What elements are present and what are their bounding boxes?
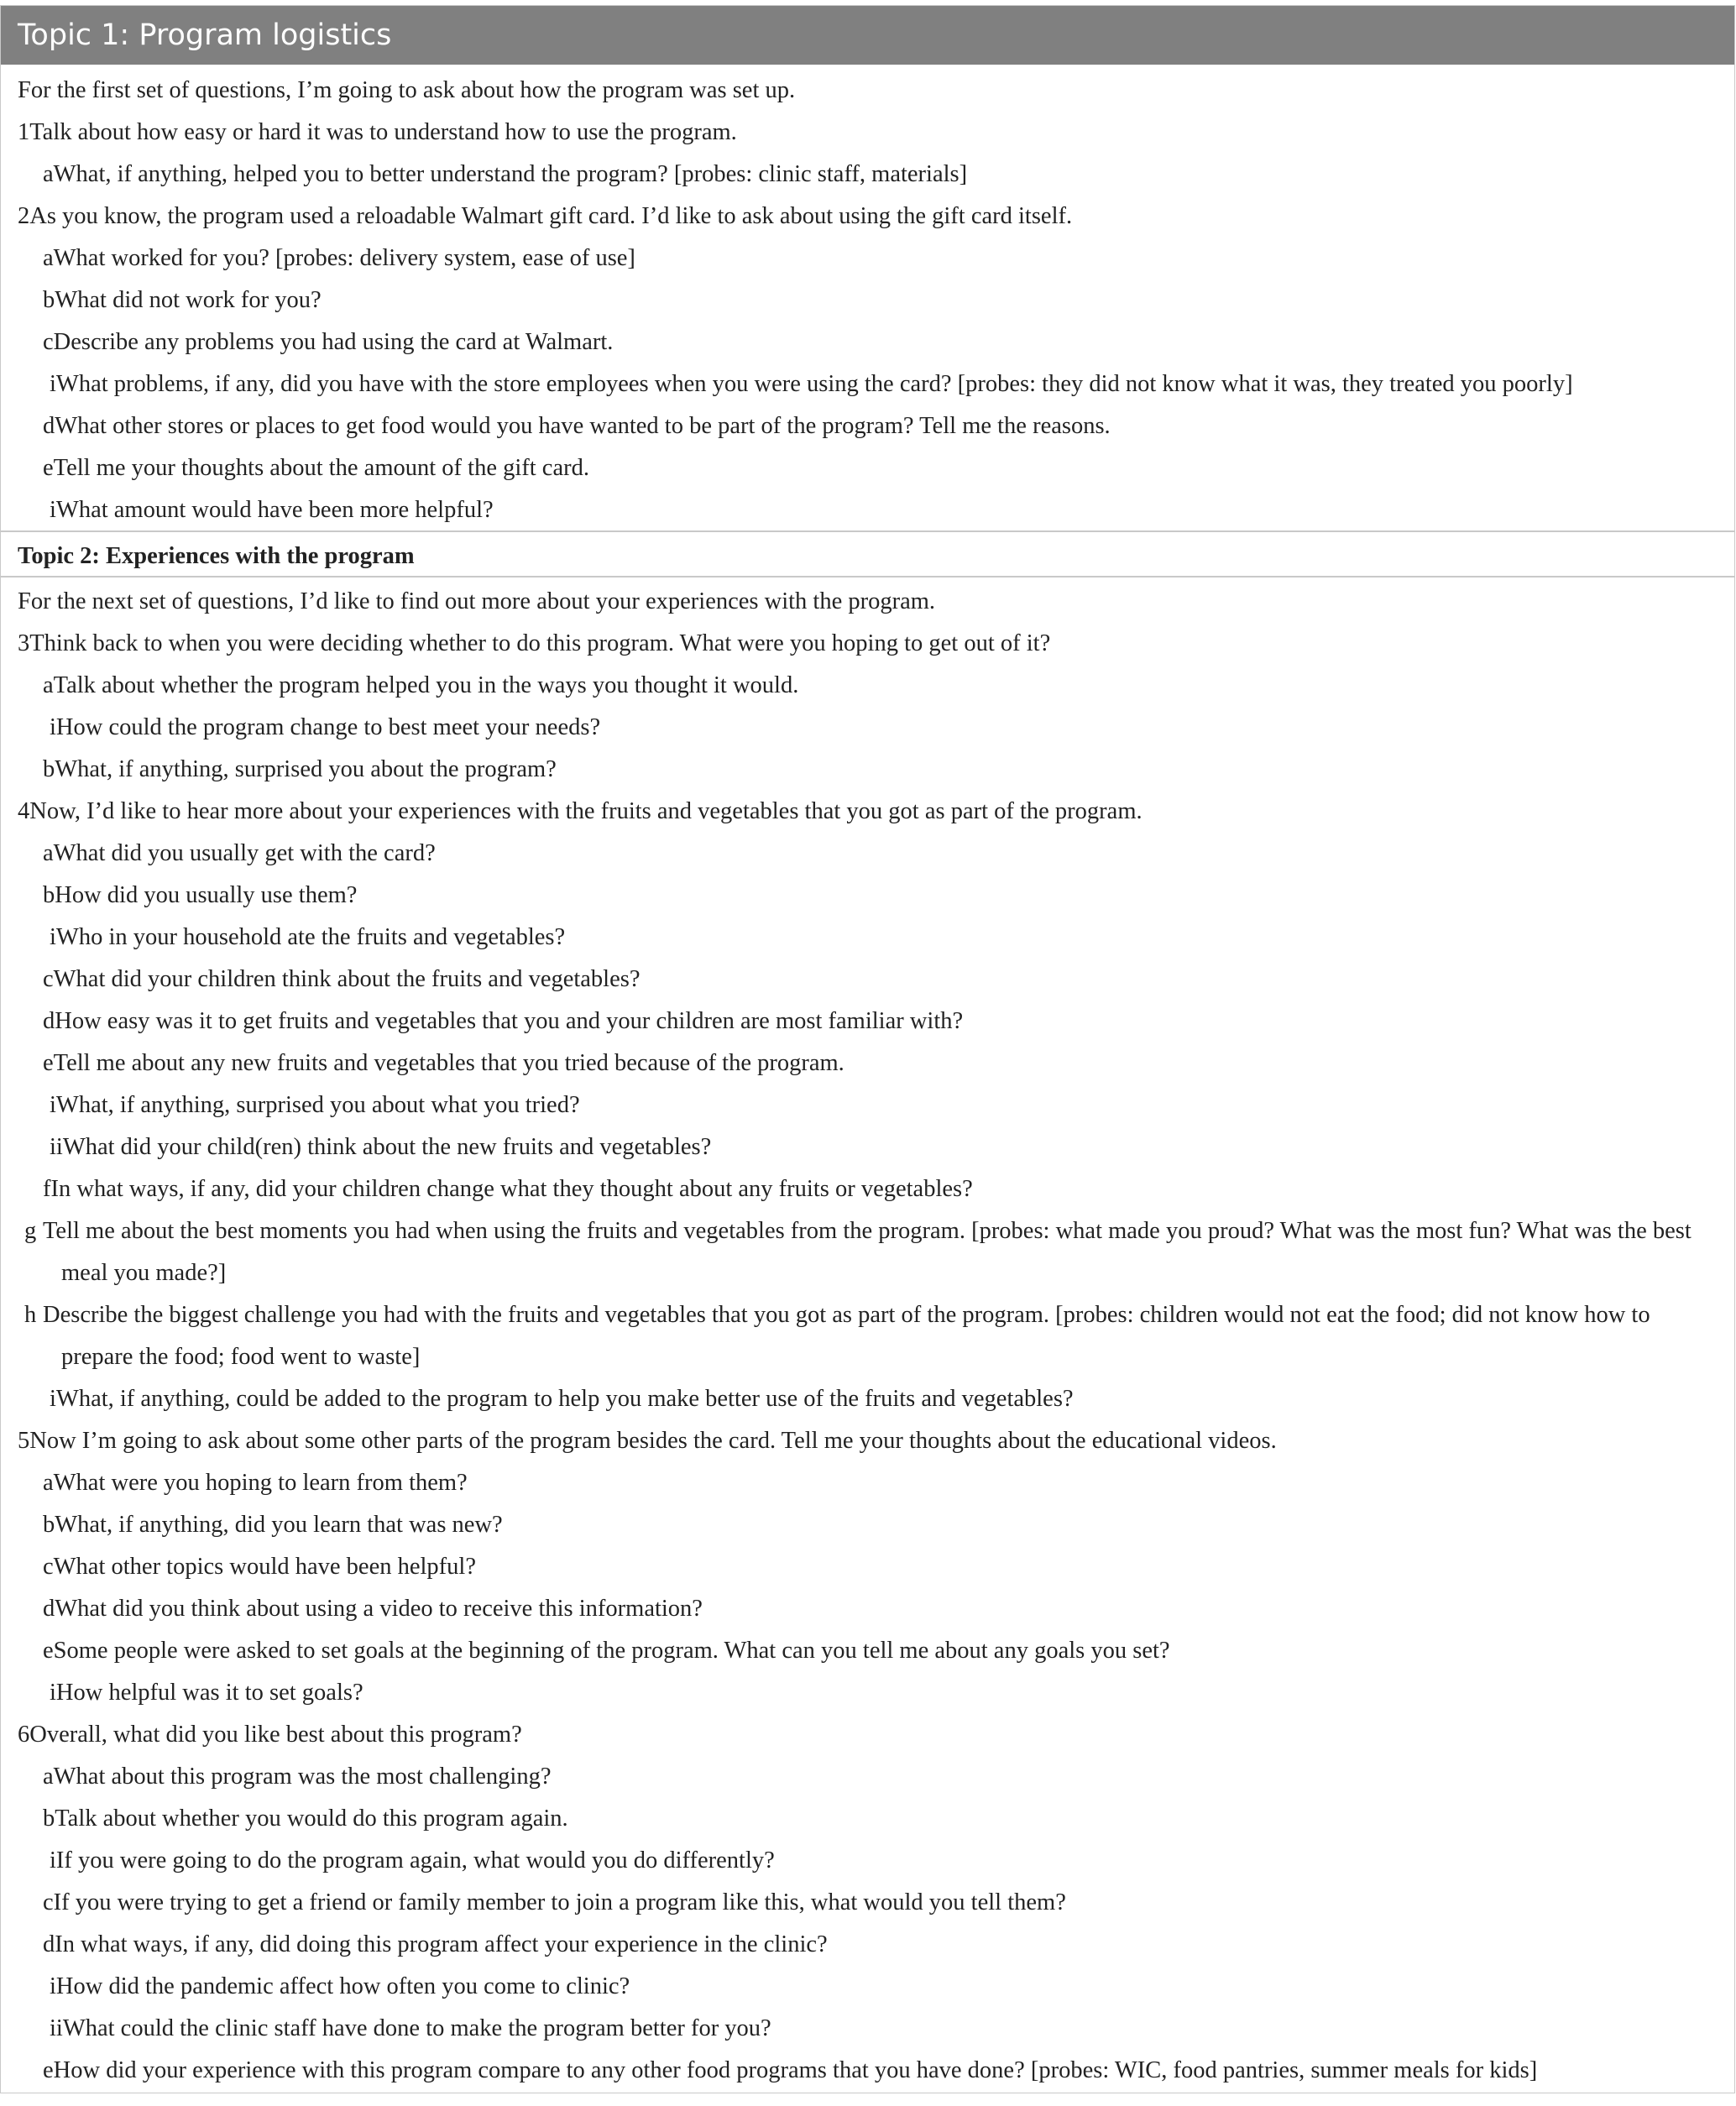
item-label: 2 [18,203,30,229]
item-label: a [43,1470,54,1496]
topic2-top-rule [1,530,1734,532]
item-label: c [43,966,54,992]
item-text: How easy was it to get fruits and vegetables that you and your children are most familiar with? [55,1008,964,1034]
item-text: Now I’m going to ask about some other parts of the program besides the card. Tell me your thoughts about the educational videos. [29,1428,1277,1454]
item-text: How did the pandemic affect how often you come to clinic? [55,1973,630,1999]
topic2-question-row [43,1588,703,1630]
topic2-intro [18,581,935,623]
item-text: How could the program change to best meet your needs? [55,714,601,740]
item-label: a [43,245,54,271]
item-text: Tell me about the best moments you had when using the fruits and vegetables from the program. [probes: what made you proud? What was the most fun? What was the best meal you made?] [43,1218,1692,1286]
item-text: Tell me your thoughts about the amount of the gift card. [53,455,589,481]
item-text: Some people were asked to set goals at the beginning of the program. What can you tell me about any goals you set? [53,1638,1170,1664]
topic1-question-row [43,321,613,363]
item-text: How did you usually use them? [55,882,358,908]
topic2-question-row [18,1420,1277,1462]
topic1-question-row [18,112,737,154]
item-label: f [43,1176,51,1202]
item-text: What were you hoping to learn from them? [53,1470,468,1496]
interview-guide-table [0,5,1735,2093]
item-text: What, if anything, surprised you about the program? [55,756,557,782]
topic2-question-row [50,2008,771,2050]
item-label: a [43,161,54,187]
item-label: 6 [18,1722,30,1748]
topic2-question-row [50,1966,630,2008]
topic2-question-row [50,1084,580,1126]
item-label: b [43,1806,55,1832]
item-text: In what ways, if any, did doing this program affect your experience in the clinic? [55,1931,828,1957]
topic1-header: Topic 1: Program logistics [1,6,1734,65]
item-text: Now, I’d like to hear more about your experiences with the fruits and vegetables that you got as part of the program. [29,798,1143,824]
item-text: In what ways, if any, did your children change what they thought about any fruits or vegetables? [50,1176,973,1202]
item-text: For the next set of questions, I’d like to find out more about your experiences with the program. [18,588,936,614]
topic2-header [18,536,415,577]
topic2-question-row [43,833,436,875]
item-text: If you were trying to get a friend or family member to join a program like this, what would you tell them? [53,1889,1066,1915]
topic1-intro [18,70,795,112]
item-text: As you know, the program used a reloadable Walmart gift card. I’d like to ask about using the gift card itself. [29,203,1073,229]
item-label: i [50,1680,56,1706]
item-text: Overall, what did you like best about this program? [29,1722,522,1748]
item-text: Think back to when you were deciding whether to do this program. What were you hoping to get out of it? [29,630,1051,656]
topic2-question-row [50,917,565,959]
item-label: i [50,1973,56,1999]
topic2-question-row [18,1714,522,1756]
item-text: Talk about how easy or hard it was to understand how to use the program. [29,119,737,145]
topic2-question-row [43,2050,1537,2092]
topic2-question-row [18,623,1050,665]
item-label: i [50,924,56,950]
item-text: What, if anything, helped you to better understand the program? [probes: clinic staff, materials] [53,161,968,187]
item-text: For the first set of questions, I’m going to ask about how the program was set up. [18,77,796,103]
topic2-question-row [43,1043,844,1084]
topic2-question-row [43,1924,828,1966]
item-label: b [43,756,55,782]
item-text: If you were going to do the program again, what would you do differently? [55,1847,775,1873]
item-text: Talk about whether you would do this program again. [55,1806,568,1832]
item-label: i [50,714,56,740]
topic2-question-row [43,1462,468,1504]
item-text: What could the clinic staff have done to make the program better for you? [62,2015,771,2041]
item-label: b [43,287,55,313]
topic2-question-row [43,1630,1170,1672]
item-label: 4 [18,798,30,824]
item-label: c [43,1889,54,1915]
item-text: What amount would have been more helpful? [55,497,494,523]
item-label: e [43,2057,54,2083]
topic2-bottom-rule [1,576,1734,577]
topic2-question-row [43,1882,1066,1924]
item-label: 5 [18,1428,30,1454]
item-label: ii [50,1134,63,1160]
item-text: What about this program was the most challenging? [53,1764,552,1790]
item-label: a [43,672,54,698]
item-text: Talk about whether the program helped you in the ways you thought it would. [53,672,799,698]
item-label: e [43,1050,54,1076]
item-text: Topic 2: Experiences with the program [18,543,415,569]
item-label: d [43,1008,55,1034]
topic2-question-row [50,1840,775,1882]
topic1-question-row [43,447,589,489]
item-label: e [43,455,54,481]
item-label: i [50,371,56,397]
topic2-question-row [18,791,1143,833]
topic2-question-row [43,1756,551,1798]
item-label: 3 [18,630,30,656]
topic2-question-row [50,1126,711,1168]
item-text: What other topics would have been helpful? [53,1554,476,1580]
item-label: i [50,1386,56,1412]
topic2-question-row [43,959,641,1001]
item-text: Describe the biggest challenge you had with the fruits and vegetables that you got as part of the program. [probes: children would not eat the food; did not know how to prepare the food; food went to waste] [43,1302,1650,1370]
item-text: What, if anything, could be added to the program to help you make better use of the fruits and vegetables? [55,1386,1074,1412]
item-text: What did your children think about the fruits and vegetables? [53,966,641,992]
topic2-question-row [43,665,798,707]
item-text: Tell me about any new fruits and vegetables that you tried because of the program. [53,1050,844,1076]
item-label: i [50,497,56,523]
topic2-question-row [43,749,557,791]
topic2-question-row [50,1378,1074,1420]
topic2-question-row: hDescribe the biggest challenge you had with the fruits and vegetables that you got as part of the program. [probes: children would not eat the food; did not know how to prepare the food; food went to waste] [24,1302,1650,1370]
item-label: b [43,882,55,908]
topic2-question-row [50,707,600,749]
item-text: How helpful was it to set goals? [55,1680,363,1706]
item-text: How did your experience with this program compare to any other food programs that you have done? [probes: WIC, food pantries, summer meals for kids] [53,2057,1538,2083]
item-label: e [43,1638,54,1664]
topic1-question-row [43,280,322,321]
item-label: i [50,1092,56,1118]
topic2-question-row [50,1672,363,1714]
item-label: ii [50,2015,63,2041]
topic2-question-row [43,1546,476,1588]
topic1-question-row [50,363,1573,405]
topic2-question-row [43,875,357,917]
item-text: Who in your household ate the fruits and vegetables? [55,924,566,950]
topic1-question-row [50,489,494,531]
item-text: What did your child(ren) think about the new fruits and vegetables? [62,1134,712,1160]
topic1-question-row [43,154,967,196]
topic2-question-row: gTell me about the best moments you had when using the fruits and vegetables from the program. [probes: what made you proud? What was the most fun? What was the best meal you made?] [24,1218,1692,1286]
topic2-question-row [43,1168,973,1210]
item-label: d [43,1931,55,1957]
item-text: What other stores or places to get food would you have wanted to be part of the program? Tell me the reasons. [55,413,1111,439]
item-label: a [43,840,54,866]
topic2-question-row [43,1798,568,1840]
topic1-question-row [43,405,1111,447]
item-text: Describe any problems you had using the card at Walmart. [53,329,614,355]
item-label: i [50,1847,56,1873]
item-label: c [43,1554,54,1580]
item-label: d [43,413,55,439]
item-text: What problems, if any, did you have with the store employees when you were using the card? [probes: they did not know what it was, they treated you poorly] [55,371,1573,397]
item-label: 1 [18,119,30,145]
topic1-question-row [18,196,1072,238]
item-text: What, if anything, did you learn that was new? [55,1512,503,1538]
topic1-question-row [43,238,635,280]
item-label: c [43,329,54,355]
topic2-question-row [43,1504,503,1546]
item-label: a [43,1764,54,1790]
item-label: d [43,1596,55,1622]
item-text: What worked for you? [probes: delivery system, ease of use] [53,245,635,271]
topic2-question-row [43,1001,963,1043]
item-text: What did you think about using a video to receive this information? [55,1596,703,1622]
item-text: What did you usually get with the card? [53,840,436,866]
item-label: b [43,1512,55,1538]
item-text: What did not work for you? [55,287,322,313]
item-text: What, if anything, surprised you about what you tried? [55,1092,580,1118]
